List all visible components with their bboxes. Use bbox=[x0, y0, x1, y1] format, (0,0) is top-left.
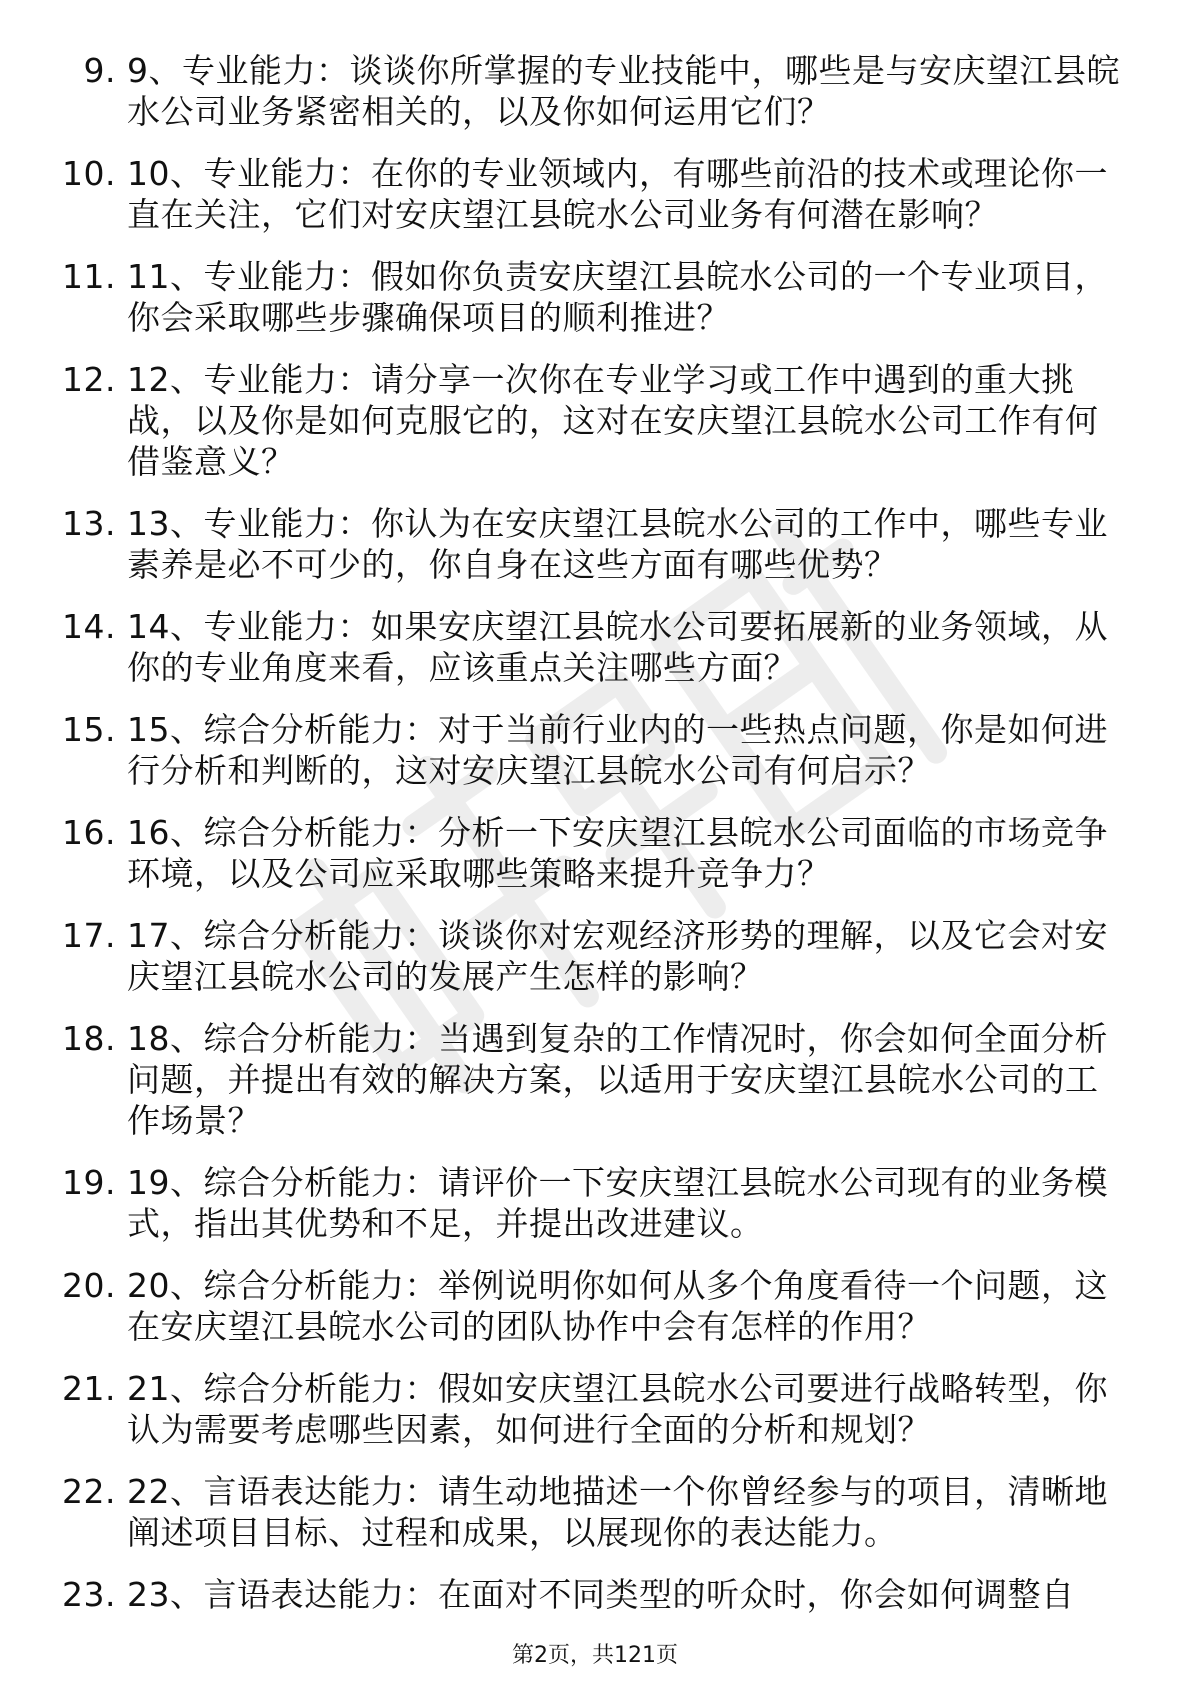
question-text: 15、综合分析能力：对于当前行业内的一些热点问题，你是如何进行分析和判断的，这对安庆望江县皖水公司有何启示？ bbox=[127, 710, 1108, 790]
question-item bbox=[0, 1265, 1190, 1347]
question-number: 10. bbox=[62, 154, 116, 193]
question-text: 10、专业能力：在你的专业领域内，有哪些前沿的技术或理论你一直在关注，它们对安庆望江县皖水公司业务有何潜在影响？ bbox=[127, 154, 1108, 234]
question-text: 14、专业能力：如果安庆望江县皖水公司要拓展新的业务领域，从你的专业角度来看，应该重点关注哪些方面？ bbox=[127, 607, 1108, 687]
question-text: 12、专业能力：请分享一次你在专业学习或工作中遇到的重大挑战，以及你是如何克服它的，这对在安庆望江县皖水公司工作有何借鉴意义？ bbox=[127, 360, 1099, 481]
question-number: 11. bbox=[62, 257, 116, 296]
question-number: 14. bbox=[62, 607, 116, 646]
question-item bbox=[0, 1162, 1190, 1244]
question-number: 18. bbox=[62, 1019, 116, 1058]
question-list bbox=[0, 50, 1190, 1636]
question-item bbox=[0, 359, 1190, 482]
question-number: 13. bbox=[62, 504, 116, 543]
question-text: 13、专业能力：你认为在安庆望江县皖水公司的工作中，哪些专业素养是必不可少的，你自身在这些方面有哪些优势？ bbox=[127, 504, 1108, 584]
question-number: 19. bbox=[62, 1163, 116, 1202]
question-text: 23、言语表达能力：在面对不同类型的听众时，你会如何调整自 bbox=[127, 1575, 1075, 1614]
question-item bbox=[0, 1574, 1190, 1615]
page-footer: 第2页，共121页 bbox=[512, 1643, 678, 1668]
question-item bbox=[0, 256, 1190, 338]
question-text: 22、言语表达能力：请生动地描述一个你曾经参与的项目，清晰地阐述项目目标、过程和成果，以展现你的表达能力。 bbox=[127, 1472, 1108, 1552]
question-number: 23. bbox=[62, 1575, 116, 1614]
question-item bbox=[0, 709, 1190, 791]
question-number: 9. bbox=[83, 51, 116, 90]
question-item bbox=[0, 503, 1190, 585]
question-text: 17、综合分析能力：谈谈你对宏观经济形势的理解，以及它会对安庆望江县皖水公司的发展产生怎样的影响？ bbox=[127, 916, 1108, 996]
question-number: 15. bbox=[62, 710, 116, 749]
question-item bbox=[0, 1471, 1190, 1553]
question-item bbox=[0, 50, 1190, 132]
question-item bbox=[0, 915, 1190, 997]
question-number: 17. bbox=[62, 916, 116, 955]
question-text: 20、综合分析能力：举例说明你如何从多个角度看待一个问题，这在安庆望江县皖水公司的团队协作中会有怎样的作用？ bbox=[127, 1266, 1108, 1346]
question-number: 21. bbox=[62, 1369, 116, 1408]
question-text: 9、专业能力：谈谈你所掌握的专业技能中，哪些是与安庆望江县皖水公司业务紧密相关的，以及你如何运用它们？ bbox=[127, 51, 1120, 131]
question-number: 16. bbox=[62, 813, 116, 852]
question-number: 22. bbox=[62, 1472, 116, 1511]
question-text: 11、专业能力：假如你负责安庆望江县皖水公司的一个专业项目，你会采取哪些步骤确保项目的顺利推进？ bbox=[127, 257, 1108, 337]
question-item bbox=[0, 606, 1190, 688]
question-text: 21、综合分析能力：假如安庆望江县皖水公司要进行战略转型，你认为需要考虑哪些因素，如何进行全面的分析和规划？ bbox=[127, 1369, 1108, 1449]
question-number: 20. bbox=[62, 1266, 116, 1305]
question-item bbox=[0, 812, 1190, 894]
question-number: 12. bbox=[62, 360, 116, 399]
question-text: 16、综合分析能力：分析一下安庆望江县皖水公司面临的市场竞争环境，以及公司应采取哪些策略来提升竞争力？ bbox=[127, 813, 1108, 893]
question-item bbox=[0, 153, 1190, 235]
question-text: 18、综合分析能力：当遇到复杂的工作情况时，你会如何全面分析问题，并提出有效的解决方案，以适用于安庆望江县皖水公司的工作场景？ bbox=[127, 1019, 1108, 1140]
question-item bbox=[0, 1368, 1190, 1450]
question-text: 19、综合分析能力：请评价一下安庆望江县皖水公司现有的业务模式，指出其优势和不足，并提出改进建议。 bbox=[127, 1163, 1108, 1243]
question-item bbox=[0, 1018, 1190, 1141]
